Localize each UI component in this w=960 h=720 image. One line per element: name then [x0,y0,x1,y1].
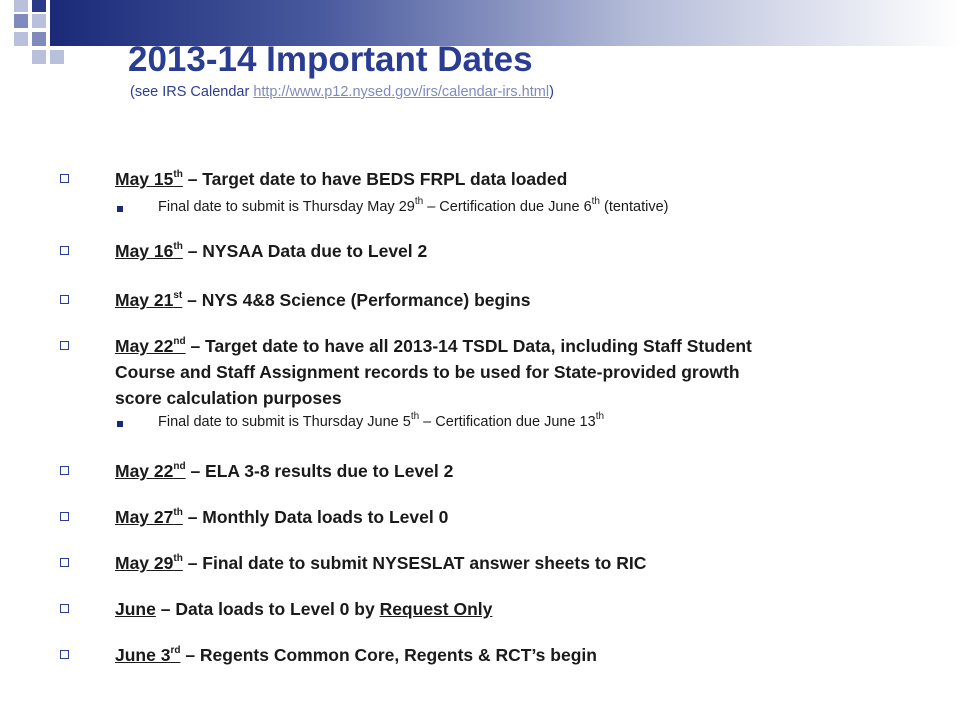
date-label: June 3rd [115,645,181,665]
decor-square [14,0,28,12]
date-label: May 16th [115,241,183,261]
decor-square [32,32,46,46]
square-bullet-icon [60,558,69,567]
sub-item: Final date to submit is Thursday June 5th – Certification due June 13th [158,411,605,430]
date-item: May 16th – NYSAA Data due to Level 2 [115,241,428,261]
decor-square [14,32,28,46]
request-only-label: Request Only [379,599,493,619]
date-label: May 15th [115,169,183,189]
irs-calendar-link[interactable]: http://www.p12.nysed.gov/irs/calendar-irs.html [253,84,550,100]
date-item: May 22nd – Target date to have all 2013-14 TSDL Data, including Staff Student Course and Staff Assignment records to be used for State-provided growth score calculation purposes [115,336,752,408]
date-item: May 15th – Target date to have BEDS FRPL data loaded [115,169,568,189]
square-bullet-icon [60,604,69,613]
decor-square [50,50,64,64]
date-item: June 3rd – Regents Common Core, Regents & RCT’s begin [115,645,597,665]
square-bullet-icon [60,341,69,350]
date-label: May 22nd [115,336,186,356]
filled-bullet-icon [117,421,123,427]
decor-square [32,50,46,64]
sub-item: Final date to submit is Thursday May 29th – Certification due June 6th (tentative) [158,196,669,215]
square-bullet-icon [60,466,69,475]
date-item: May 27th – Monthly Data loads to Level 0 [115,507,449,527]
date-item: May 29th – Final date to submit NYSESLAT answer sheets to RIC [115,553,647,573]
square-bullet-icon [60,295,69,304]
date-label: May 29th [115,553,183,573]
page-subtitle [130,84,554,100]
decor-square [32,0,46,12]
date-item: May 21st – NYS 4&8 Science (Performance) begins [115,290,531,310]
date-item: May 22nd – ELA 3-8 results due to Level 2 [115,461,454,481]
page-title: 2013-14 Important Dates [128,40,533,79]
date-label: June [115,599,156,619]
date-item: June – Data loads to Level 0 by Request Only [115,599,493,619]
square-bullet-icon [60,174,69,183]
subtitle-suffix: ) [549,84,554,100]
decor-square [14,14,28,28]
date-label: May 27th [115,507,183,527]
square-bullet-icon [60,246,69,255]
square-bullet-icon [60,512,69,521]
filled-bullet-icon [117,206,123,212]
date-label: May 21st [115,290,183,310]
subtitle-prefix: (see IRS Calendar [130,84,254,100]
square-bullet-icon [60,650,69,659]
date-label: May 22nd [115,461,186,481]
decor-square [32,14,46,28]
